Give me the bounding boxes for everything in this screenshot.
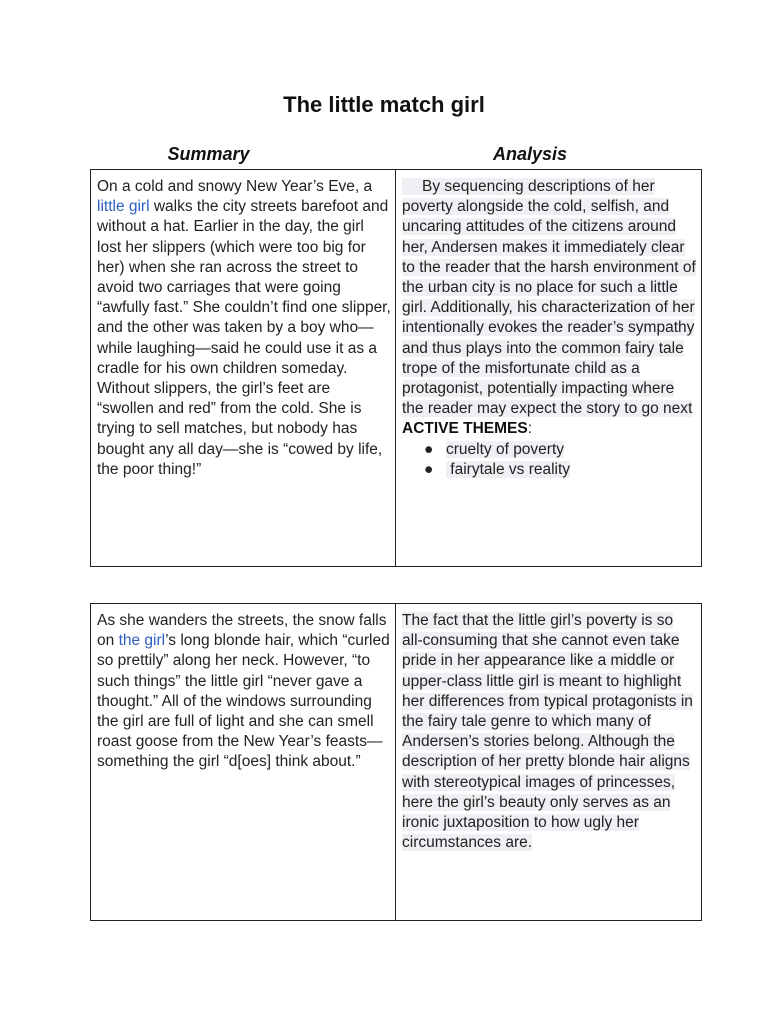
section-2-table bbox=[90, 603, 702, 921]
analysis-text: By sequencing descriptions of her poverty alongside the cold, selfish, and uncaring attitudes of the citizens around her, Andersen makes it immediately clear to the reader that the harsh environment of the urban city is no place for such a little girl. Additionally, his characterization of her intentionally evokes the reader’s sympathy and thus plays into the common fairy tale trope of the misfortunate child as a protagonist, potentially impacting where the reader may expect the story to go next bbox=[402, 178, 696, 418]
analysis-column-heading: Analysis bbox=[492, 144, 568, 164]
summary-text-part: ’s long blonde hair, which “curled so prettily” along her neck. However, “to such things” the little girl “never gave a thought.” All of the windows surrounding the girl are full of light and she can smell roast goose from the New Year’s feasts—something the girl “d[oes] think about.” bbox=[97, 632, 390, 771]
section-1-table bbox=[90, 169, 702, 567]
section-2-summary-cell bbox=[91, 604, 396, 921]
list-item: ● fairytale vs reality bbox=[424, 460, 697, 480]
section-1-analysis-cell bbox=[396, 170, 702, 567]
table-row bbox=[91, 604, 702, 921]
active-themes-colon: : bbox=[527, 420, 533, 438]
bullet-icon: ● bbox=[424, 460, 434, 478]
active-themes-list bbox=[402, 440, 697, 480]
table-row bbox=[91, 170, 702, 567]
section-2-analysis-cell bbox=[396, 604, 702, 921]
summary-column-heading: Summary bbox=[167, 144, 250, 164]
active-themes-label: ACTIVE THEMES bbox=[402, 420, 528, 438]
analysis-text: The fact that the little girl’s poverty is so all-consuming that she cannot even take pride in her appearance like a middle or upper-class little girl is meant to highlight her differences from typical protagonists in the fairy tale genre to which many of Andersen’s stories belong. Although the description of her pretty blonde hair aligns with stereotypical images of princesses, here the girl’s beauty only serves as an ironic juxtaposition to how ugly her circumstances are. bbox=[402, 612, 693, 852]
summary-text-part: As she wanders the streets, the snow falls on bbox=[97, 612, 387, 650]
summary-text-part: walks the city streets barefoot and without a hat. Earlier in the day, the girl lost her slippers (which were too big for her) when she ran across the street to avoid two carriages that were going “awfully fast.” She couldn’t find one slipper, and the other was taken by a boy who—while laughing—said he could use it as a cradle for his own children someday. Without slippers, the girl’s feet are “swollen and red” from the cold. She is trying to sell matches, but nobody has bought any all day—she is “cowed by life, the poor thing!” bbox=[97, 198, 391, 478]
little-girl-link[interactable]: little girl bbox=[97, 198, 150, 216]
list-item: ● cruelty of poverty bbox=[424, 440, 697, 460]
section-1-summary-cell bbox=[91, 170, 396, 567]
summary-text-part: On a cold and snowy New Year’s Eve, a bbox=[97, 178, 373, 195]
bullet-icon: ● bbox=[424, 440, 434, 458]
the-girl-link[interactable]: the girl bbox=[118, 632, 166, 650]
page-title: The little match girl bbox=[283, 92, 485, 117]
